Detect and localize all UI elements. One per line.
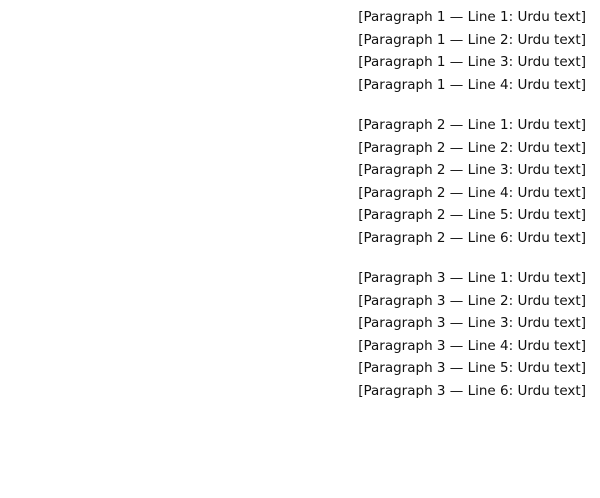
paragraph-line: [Paragraph 3 — Line 5: Urdu text] xyxy=(358,360,586,376)
paragraph-line: [Paragraph 3 — Line 3: Urdu text] xyxy=(358,315,586,331)
paragraph-line: [Paragraph 2 — Line 6: Urdu text] xyxy=(358,229,586,246)
paragraph-line: [Paragraph 2 — Line 5: Urdu text] xyxy=(358,207,586,223)
paragraph-line: [Paragraph 3 — Line 4: Urdu text] xyxy=(358,337,586,354)
paragraph-line: [Paragraph 2 — Line 1: Urdu text] xyxy=(358,117,586,133)
paragraph-line: [Paragraph 2 — Line 2: Urdu text] xyxy=(358,139,586,156)
paragraph-line: [Paragraph 2 — Line 3: Urdu text] xyxy=(358,162,586,178)
paragraph-3 xyxy=(14,267,586,402)
paragraph-line: [Paragraph 1 — Line 3: Urdu text] xyxy=(358,54,586,70)
paragraph-line: [Paragraph 3 — Line 6: Urdu text] xyxy=(358,382,586,399)
paragraph-line: [Paragraph 1 — Line 1: Urdu text] xyxy=(358,9,586,25)
paragraph-line: [Paragraph 2 — Line 4: Urdu text] xyxy=(358,184,586,201)
paragraph-line: [Paragraph 3 — Line 2: Urdu text] xyxy=(358,292,586,309)
paragraph-line: [Paragraph 1 — Line 4: Urdu text] xyxy=(358,76,586,93)
paragraph-2 xyxy=(14,114,586,249)
paragraph-1 xyxy=(14,6,586,96)
document-page xyxy=(14,6,586,492)
paragraph-line: [Paragraph 3 — Line 1: Urdu text] xyxy=(358,270,586,286)
paragraph-line: [Paragraph 1 — Line 2: Urdu text] xyxy=(358,31,586,48)
